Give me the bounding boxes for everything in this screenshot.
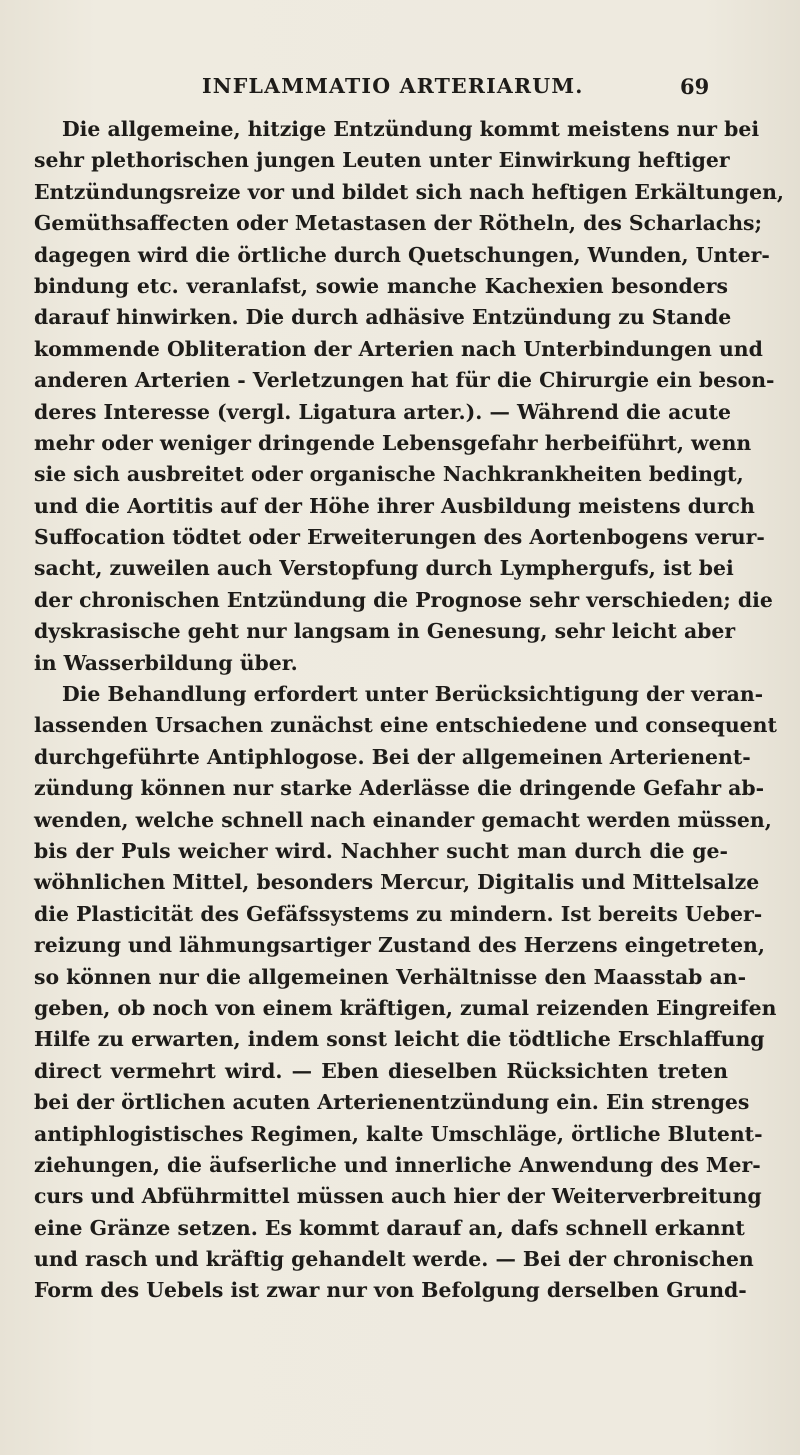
text-line: wenden, welche schnell nach einander gemacht werden müssen, [34, 807, 772, 832]
text-line: bis der Puls weicher wird. Nachher sucht man durch die ge- [34, 838, 728, 863]
text-line: wöhnlichen Mittel, besonders Mercur, Digitalis und Mittelsalze [34, 870, 760, 895]
text-line: zündung können nur starke Aderlässe die dringende Gefahr ab- [34, 776, 765, 801]
page-number: 69 [680, 74, 710, 99]
page-header [0, 74, 800, 104]
text-line: antiphlogistisches Regimen, kalte Umschläge, örtliche Blutent- [34, 1121, 763, 1146]
text-line: und die Aortitis auf der Höhe ihrer Ausbildung meistens durch [34, 493, 755, 518]
text-line: deres Interesse (vergl. Ligatura arter.). — Während die acute [34, 399, 731, 424]
running-title: INFLAMMATIO ARTERIARUM. [202, 74, 584, 98]
text-line: so können nur die allgemeinen Verhältnisse den Maasstab an- [34, 964, 747, 989]
text-line: bei der örtlichen acuten Arterienentzündung ein. Ein strenges [34, 1090, 750, 1115]
text-line: Die Behandlung erfordert unter Berücksichtigung der veran- [62, 682, 764, 707]
text-line: sehr plethorischen jungen Leuten unter Einwirkung heftiger [34, 148, 730, 173]
text-line: Entzündungsreize vor und bildet sich nach heftigen Erkältungen, [34, 179, 784, 204]
text-line: und rasch und kräftig gehandelt werde. — Bei der chronischen [34, 1247, 754, 1272]
text-line: sacht, zuweilen auch Verstopfung durch Lymphergufs, ist bei [34, 556, 734, 581]
text-line: eine Gränze setzen. Es kommt darauf an, dafs schnell erkannt [34, 1215, 745, 1240]
text-line: anderen Arterien - Verletzungen hat für die Chirurgie ein beson- [34, 368, 775, 393]
text-line: durchgeführte Antiphlogose. Bei der allgemeinen Arterienent- [34, 744, 751, 769]
text-line: bindung etc. veranlafst, sowie manche Kachexien besonders [34, 273, 728, 298]
text-line: mehr oder weniger dringende Lebensgefahr herbeiführt, wenn [34, 430, 752, 455]
text-line: kommende Obliteration der Arterien nach Unterbindungen und [34, 336, 763, 361]
text-line: geben, ob noch von einem kräftigen, zumal reizenden Eingreifen [34, 995, 777, 1020]
text-line: dyskrasische geht nur langsam in Genesung, sehr leicht aber [34, 619, 736, 644]
text-line: ziehungen, die äufserliche und innerliche Anwendung des Mer- [34, 1152, 761, 1177]
text-line: die Plasticität des Gefäfssystems zu mindern. Ist bereits Ueber- [34, 901, 763, 926]
text-line: lassenden Ursachen zunächst eine entschiedene und consequent [34, 713, 777, 738]
body-text [34, 114, 784, 1307]
text-line: reizung und lähmungsartiger Zustand des Herzens eingetreten, [34, 933, 765, 958]
text-line: Form des Uebels ist zwar nur von Befolgung derselben Grund- [34, 1278, 747, 1303]
text-line: sie sich ausbreitet oder organische Nachkrankheiten bedingt, [34, 462, 744, 487]
text-line: Gemüthsaffecten oder Metastasen der Rötheln, des Scharlachs; [34, 211, 763, 236]
text-line: Hilfe zu erwarten, indem sonst leicht die tödtliche Erschlaffung [34, 1027, 765, 1052]
text-line: dagegen wird die örtliche durch Quetschungen, Wunden, Unter- [34, 242, 770, 267]
text-line: Die allgemeine, hitzige Entzündung kommt meistens nur bei [62, 117, 760, 141]
text-line: darauf hinwirken. Die durch adhäsive Entzündung zu Stande [34, 305, 732, 330]
text-line: direct vermehrt wird. — Eben dieselben Rücksichten treten [34, 1058, 728, 1083]
text-line: in Wasserbildung über. [34, 650, 298, 675]
text-line: curs und Abführmittel müssen auch hier der Weiterverbreitung [34, 1184, 762, 1209]
text-line: der chronischen Entzündung die Prognose sehr verschieden; die [34, 587, 773, 612]
text-line: Suffocation tödtet oder Erweiterungen des Aortenbogens verur- [34, 525, 765, 550]
